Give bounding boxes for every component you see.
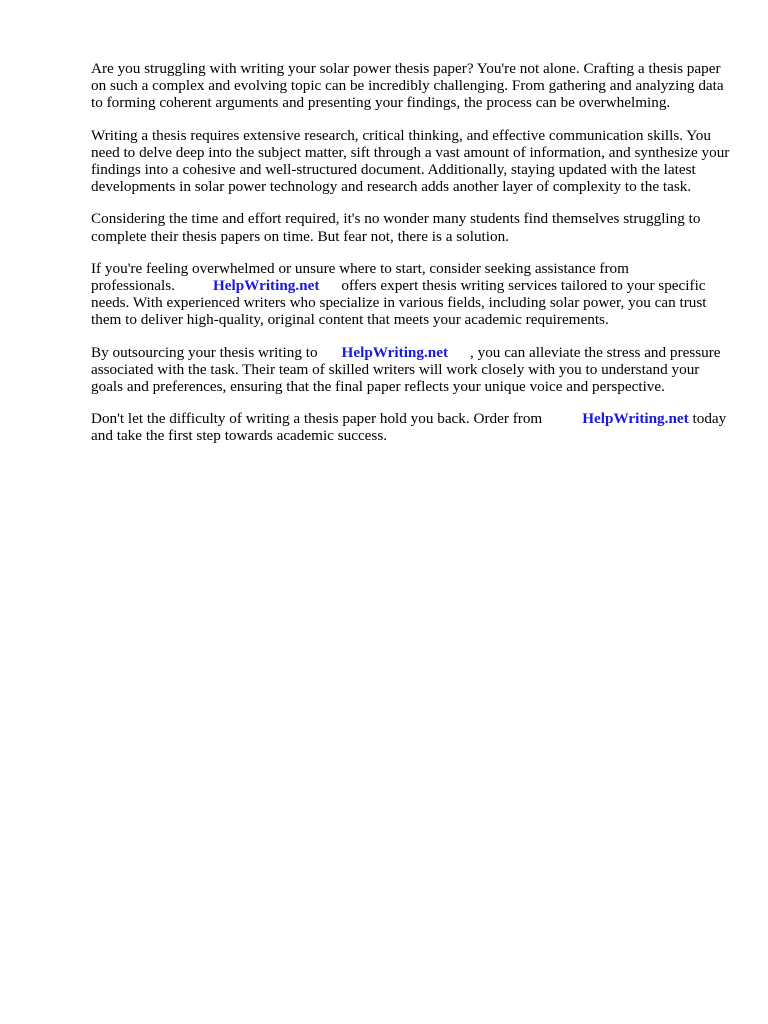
paragraph-cta-text-start: Don't let the difficulty of writing a thesis paper hold you back. Order from: [91, 410, 543, 428]
paragraph-time-effort: Considering the time and effort required, it's no wonder many students find themselves struggling to complete their thesis papers on time. But fear not, there is a solution.: [91, 210, 701, 245]
paragraph-cta-text-end: today and take the first step towards academic success.: [91, 410, 727, 445]
paragraph-call-to-action: [91, 410, 731, 444]
paragraph-assistance-text-start: If you're feeling overwhelmed or unsure where to start, consider seeking assistance from professionals.: [91, 259, 629, 295]
paragraph-outsourcing-text-end: , you can alleviate the stress and pressure associated with the task. Their team of skilled writers will work closely with you to understand your goals and preferences, ensuring that the final paper reflects your unique voice and perspective.: [91, 343, 721, 396]
document-body: [91, 60, 731, 460]
paragraph-assistance-text-end: offers expert thesis writing services tailored to your specific needs. With experienced writers who specialize in various fields, including solar power, you can trust them to deliver high-quality, original content that meets your academic requirements.: [91, 277, 707, 329]
paragraph-intro: Are you struggling with writing your solar power thesis paper? You're not alone. Crafting a thesis paper on such a complex and evolving topic can be incredibly challenging. From gathering and analyzing data to forming coherent arguments and presenting your findings, the process can be overwhelming.: [91, 60, 724, 112]
helpwriting-link-3[interactable]: HelpWriting.net: [582, 410, 689, 428]
paragraph-outsourcing-text-start: By outsourcing your thesis writing to: [91, 343, 318, 361]
paragraph-requirements: Writing a thesis requires extensive research, critical thinking, and effective communication skills. You need to delve deep into the subject matter, sift through a vast amount of information, and synthesize your findings into a cohesive and well-structured document. Additionally, staying updated with the latest developments in solar power technology and research adds another layer of complexity to the task.: [91, 126, 730, 196]
helpwriting-link-1[interactable]: HelpWriting.net: [212, 277, 320, 295]
paragraph-assistance: [91, 260, 731, 329]
helpwriting-link-2[interactable]: HelpWriting.net: [341, 343, 449, 361]
paragraph-outsourcing: [91, 344, 731, 396]
